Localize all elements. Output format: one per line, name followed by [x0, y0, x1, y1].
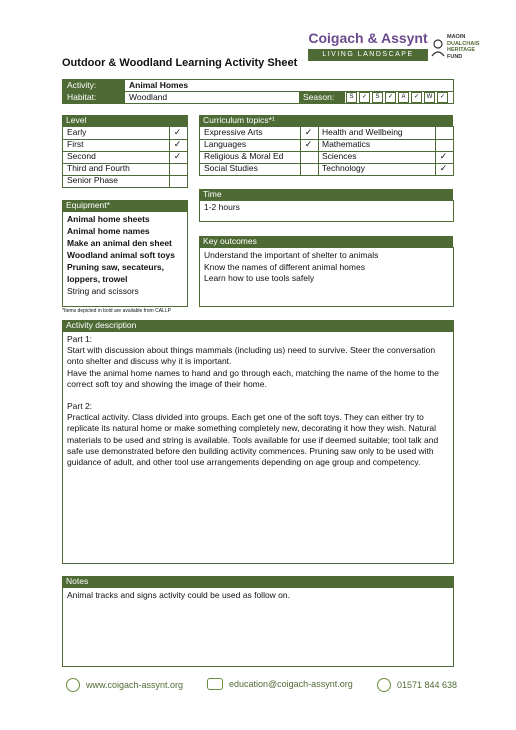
level-checkbox — [169, 163, 185, 175]
curriculum-table — [199, 126, 454, 176]
curriculum-checkbox: ✓ — [435, 163, 451, 175]
season-box: ✓ — [359, 92, 370, 103]
outcomes-box — [199, 247, 454, 307]
curriculum-label: Social Studies — [204, 163, 258, 173]
outcome-item: Learn how to use tools safely — [204, 273, 315, 283]
living-landscape-logo — [308, 30, 428, 68]
logo-sub: LIVING LANDSCAPE — [308, 49, 428, 61]
equipment-item: loppers, trowel — [67, 274, 128, 284]
globe-icon — [66, 678, 80, 692]
heritage-fund-icon — [430, 38, 446, 58]
curriculum-label: Languages — [204, 139, 247, 149]
footer-website[interactable] — [66, 678, 183, 692]
time-value: 1-2 hours — [204, 202, 240, 212]
logo-name: Coigach & Assynt — [308, 30, 428, 46]
footer-email[interactable] — [207, 678, 353, 690]
fund-line4: FUND — [447, 53, 463, 60]
curriculum-checkbox — [435, 139, 451, 151]
notes-box — [62, 587, 454, 667]
curriculum-checkbox — [300, 163, 316, 175]
email-text[interactable]: education@coigach-assynt.org — [229, 679, 353, 689]
level-checkbox — [169, 175, 185, 187]
equipment-item: Pruning saw, secateurs, — [67, 262, 164, 272]
part1-paragraph1: Start with discussion about things mammals (including us) need to survive. Steer the conversation onto shelter and discuss why it is important. — [67, 345, 436, 367]
time-box — [199, 200, 454, 222]
curriculum-checkbox — [435, 127, 451, 139]
activity-value: Animal Homes — [129, 80, 189, 90]
footer-phone[interactable] — [377, 678, 457, 692]
outcome-item: Know the names of different animal homes — [204, 261, 365, 272]
level-heading: Level — [62, 115, 188, 126]
equipment-item: Animal home names — [67, 226, 150, 236]
habitat-value: Woodland — [129, 92, 168, 102]
level-checkbox: ✓ — [169, 151, 185, 163]
curriculum-label: Mathematics — [322, 139, 371, 149]
description-heading: Activity description — [62, 320, 454, 331]
fund-line3: HERITAGE — [447, 47, 476, 53]
level-label: First — [67, 139, 84, 149]
curriculum-checkbox — [300, 151, 316, 163]
part2-title: Part 2: — [67, 401, 93, 412]
outcomes-heading: Key outcomes — [199, 236, 453, 247]
description-box — [62, 331, 454, 564]
page-title: Outdoor & Woodland Learning Activity Sheet — [62, 57, 298, 69]
curriculum-checkbox: ✓ — [300, 127, 316, 139]
notes-heading: Notes — [62, 576, 454, 587]
level-label: Early — [67, 127, 87, 137]
curriculum-label: Sciences — [322, 151, 357, 161]
heritage-fund-logo — [430, 32, 480, 66]
level-table — [62, 126, 188, 188]
equipment-item: Woodland animal soft toys — [67, 250, 175, 260]
habitat-label: Habitat: — [67, 92, 97, 102]
equipment-item: Make an animal den sheet — [67, 238, 172, 248]
email-icon — [207, 678, 223, 690]
part2-paragraph1: Practical activity. Class divided into groups. Each get one of the soft toys. They can either try to replicate its natural home or make something completely new, decorating it how they wish. Natural materials to be used and string is available. Tools available for use if deemed suitable; tool talk and safe use demonstrated before den building activity commences. Pruning saw only to be used with guidance of adult, and other tool use arrangements depending on age group and competency. — [67, 412, 439, 468]
level-checkbox: ✓ — [169, 139, 185, 151]
equipment-heading: Equipment* — [62, 200, 188, 211]
equipment-item: Animal home sheets — [67, 214, 150, 224]
outcome-item: Understand the important of shelter to animals — [204, 250, 379, 260]
season-box: A — [398, 92, 409, 103]
equipment-footnote: *Items depicted in bold are available from CALLP — [62, 308, 171, 314]
curriculum-label: Religious & Moral Ed — [204, 151, 284, 161]
season-label: Season: — [303, 92, 335, 102]
curriculum-checkbox: ✓ — [435, 151, 451, 163]
season-box: ✓ — [437, 92, 448, 103]
season-box: S — [372, 92, 383, 103]
website-text[interactable]: www.coigach-assynt.org — [86, 680, 184, 690]
time-heading: Time — [199, 189, 453, 200]
level-label: Third and Fourth — [67, 163, 130, 173]
season-box: ✓ — [385, 92, 396, 103]
equipment-box — [62, 211, 188, 307]
season-box: S — [346, 92, 357, 103]
curriculum-label: Health and Wellbeing — [322, 127, 403, 137]
level-label: Second — [67, 151, 96, 161]
fund-line2: DUALCHAIS — [447, 40, 480, 47]
level-checkbox: ✓ — [169, 127, 185, 139]
notes-text: Animal tracks and signs activity could be used as follow on. — [67, 590, 291, 600]
phone-icon — [377, 678, 391, 692]
curriculum-checkbox: ✓ — [300, 139, 316, 151]
equipment-item: String and scissors — [67, 286, 139, 296]
activity-label: Activity: — [67, 80, 97, 90]
curriculum-label: Technology — [322, 163, 366, 173]
part1-paragraph2: Have the animal home names to hand and go through each, matching the name of the home to the correct soft toy and showing the image of their home. — [67, 367, 439, 389]
season-box: W — [424, 92, 435, 103]
fund-line1: MAOIN — [447, 34, 466, 40]
phone-text[interactable]: 01571 844 638 — [397, 680, 458, 690]
season-box: ✓ — [411, 92, 422, 103]
part1-title: Part 1: — [67, 334, 93, 344]
curriculum-label: Expressive Arts — [204, 127, 263, 137]
level-label: Senior Phase — [67, 175, 119, 185]
curriculum-heading: Curriculum topics*¹ — [199, 115, 453, 126]
